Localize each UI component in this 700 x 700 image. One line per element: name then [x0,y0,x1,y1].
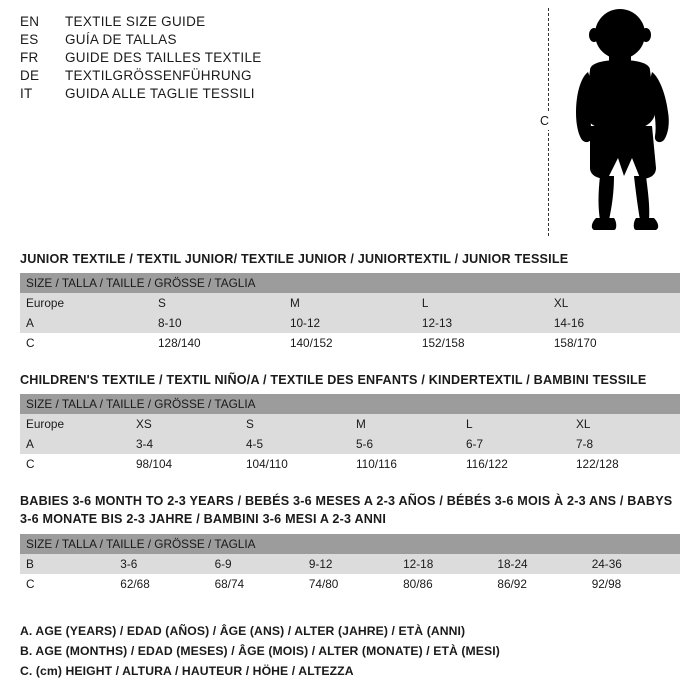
row-cell: 4-5 [240,434,350,454]
row-cell: L [460,414,570,434]
row-cell: 140/152 [284,333,416,353]
row-label: C [20,454,130,474]
section-children-textile [20,371,680,474]
guide-title: GUÍA DE TALLAS [65,32,177,47]
row-cell: 7-8 [570,434,680,454]
row-cell: 10-12 [284,313,416,333]
height-label: C [540,114,550,128]
header-row [20,86,520,101]
table-row-size-header [20,273,680,293]
row-cell: 104/110 [240,454,350,474]
guide-title: GUIDE DES TAILLES TEXTILE [65,50,262,65]
row-cell: 110/116 [350,454,460,474]
junior-size-table [20,273,680,353]
row-label: A [20,313,152,333]
row-cell: 128/140 [152,333,284,353]
babies-size-table [20,534,680,594]
guide-title: GUIDA ALLE TAGLIE TESSILI [65,86,255,101]
child-silhouette-icon [560,8,688,236]
legend-line-b: B. AGE (MONTHS) / EDAD (MESES) / ÂGE (MOIS) / ALTER (MONATE) / ETÀ (MESI) [20,643,500,658]
row-cell: 158/170 [548,333,680,353]
table-row [20,293,680,313]
row-cell: 122/128 [570,454,680,474]
row-cell: 92/98 [586,574,680,594]
language-title-block [20,14,520,104]
size-header-cell: SIZE / TALLA / TAILLE / GRÖSSE / TAGLIA [20,534,680,554]
children-size-table [20,394,680,474]
row-cell: 6-7 [460,434,570,454]
language-code: ES [20,32,39,47]
row-cell: XS [130,414,240,434]
table-row [20,434,680,454]
row-cell: 74/80 [303,574,397,594]
row-cell: 5-6 [350,434,460,454]
row-cell: 12-13 [416,313,548,333]
section-title: CHILDREN'S TEXTILE / TEXTIL NIÑO/A / TEXTILE DES ENFANTS / KINDERTEXTIL / BAMBINI TESSILE [20,373,647,387]
row-cell: 80/86 [397,574,491,594]
row-label: C [20,574,114,594]
size-header-cell: SIZE / TALLA / TAILLE / GRÖSSE / TAGLIA [20,273,680,293]
legend-block [20,622,680,681]
guide-title: TEXTILE SIZE GUIDE [65,14,206,29]
row-cell: XL [548,293,680,313]
row-cell: 62/68 [114,574,208,594]
header-row [20,32,520,47]
language-code: FR [20,50,39,65]
table-row [20,333,680,353]
row-cell: 98/104 [130,454,240,474]
row-label: Europe [20,414,130,434]
row-cell: 9-12 [303,554,397,574]
row-cell: XL [570,414,680,434]
row-cell: 8-10 [152,313,284,333]
guide-title: TEXTILGRÖSSENFÜHRUNG [65,68,252,83]
section-title: BABIES 3-6 MONTH TO 2-3 YEARS / BEBÉS 3-6 MESES A 2-3 AÑOS / BÉBÉS 3-6 MOIS À 2-3 ANS / BABYS 3-6 MONATE BIS 2-3 JAHRE / BAMBINI 3-6 MESI A 2-3 ANNI [20,494,673,527]
section-junior-textile [20,250,680,353]
header-row [20,14,520,29]
table-row-size-header [20,394,680,414]
child-silhouette-figure [528,8,688,236]
row-label: B [20,554,114,574]
row-cell: 6-9 [209,554,303,574]
row-cell: S [152,293,284,313]
row-label: C [20,333,152,353]
table-row [20,313,680,333]
language-code: IT [20,86,33,101]
row-cell: S [240,414,350,434]
table-row [20,454,680,474]
row-cell: 152/158 [416,333,548,353]
legend-line-a: A. AGE (YEARS) / EDAD (AÑOS) / ÂGE (ANS) / ALTER (JAHRE) / ETÀ (ANNI) [20,624,466,638]
table-row [20,574,680,594]
table-row-size-header [20,534,680,554]
row-cell: L [416,293,548,313]
row-label: A [20,434,130,454]
row-label: Europe [20,293,152,313]
row-cell: 24-36 [586,554,680,574]
header-row [20,50,520,65]
row-cell: 12-18 [397,554,491,574]
row-cell: M [284,293,416,313]
row-cell: 18-24 [491,554,585,574]
table-row [20,414,680,434]
header-row [20,68,520,83]
legend-line-c: C. (cm) HEIGHT / ALTURA / HAUTEUR / HÖHE / ALTEZZA [20,663,354,678]
row-cell: 14-16 [548,313,680,333]
row-cell: 3-6 [114,554,208,574]
row-cell: 86/92 [491,574,585,594]
section-babies-textile [20,492,680,594]
table-row [20,554,680,574]
language-code: DE [20,68,40,83]
language-code: EN [20,14,40,29]
section-title: JUNIOR TEXTILE / TEXTIL JUNIOR/ TEXTILE JUNIOR / JUNIORTEXTIL / JUNIOR TESSILE [20,252,569,266]
size-header-cell: SIZE / TALLA / TAILLE / GRÖSSE / TAGLIA [20,394,680,414]
row-cell: M [350,414,460,434]
row-cell: 116/122 [460,454,570,474]
row-cell: 68/74 [209,574,303,594]
row-cell: 3-4 [130,434,240,454]
